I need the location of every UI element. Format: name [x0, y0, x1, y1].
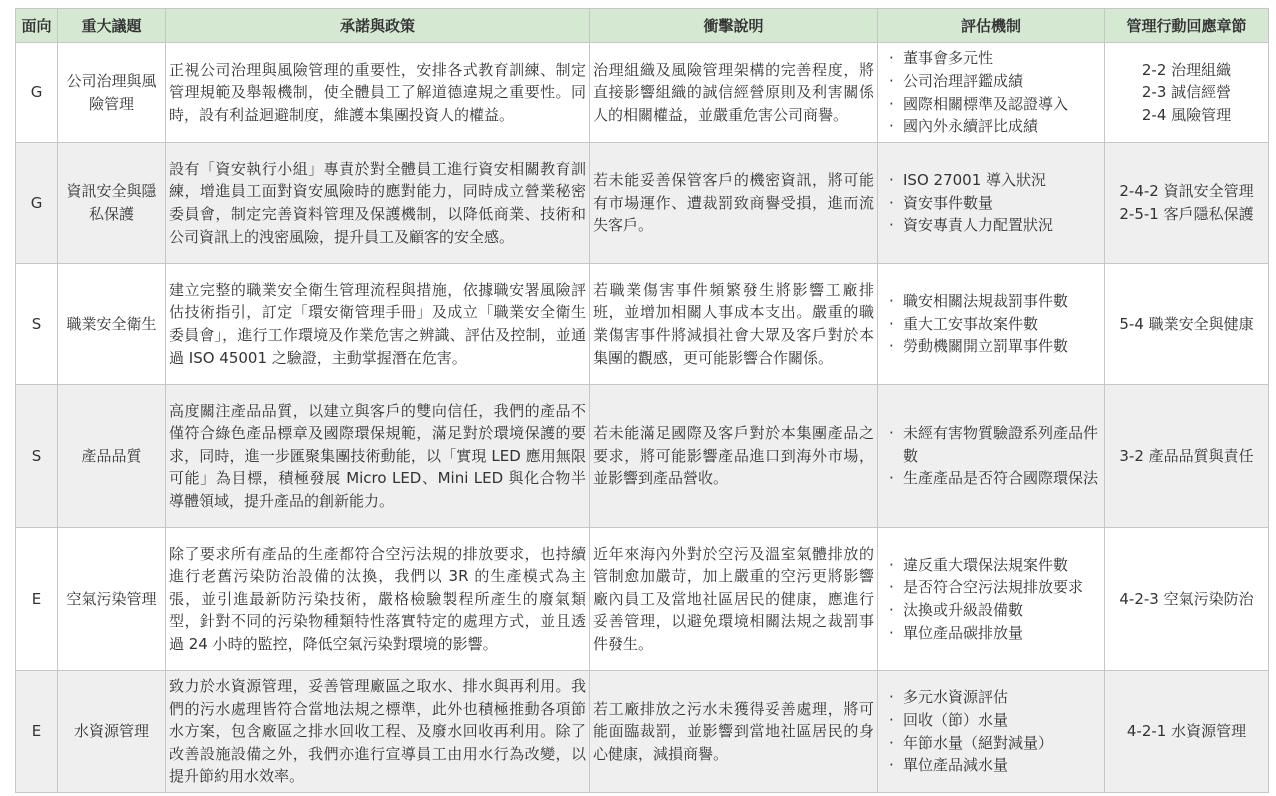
impact-cell: 若工廠排放之污水未獲得妥善處理，將可能面臨裁罰，並影響到當地社區居民的身心健康，減損商譽。	[590, 671, 878, 793]
chapter-ref: 3-2 產品品質與責任	[1119, 446, 1254, 465]
topic-cell: 資訊安全與隱私保護	[58, 143, 166, 264]
header-topic: 重大議題	[58, 9, 166, 43]
mechanism-item: · 公司治理評鑑成績	[889, 70, 1101, 93]
mechanism-item: · 職安相關法規裁罰事件數	[889, 290, 1101, 313]
commitment-cell: 致力於水資源管理，妥善管理廠區之取水、排水與再利用。我們的污水處理皆符合當地法規之標準，此外也積極推動各項節水方案，包含廠區之排水回收工程、及廢水回收再利用。除了改善設施設備之外，我們亦進行宣導員工由用水行為改變，以提升節約用水效率。	[166, 671, 590, 793]
facet-cell: E	[16, 671, 58, 793]
mechanism-item: · ISO 27001 導入狀況	[889, 169, 1101, 192]
chapter-cell	[1105, 264, 1269, 385]
chapter-cell	[1105, 671, 1269, 793]
facet-cell: S	[16, 264, 58, 385]
chapter-ref: 2-4-2 資訊安全管理	[1119, 182, 1254, 201]
chapter-ref: 5-4 職業安全與健康	[1119, 314, 1254, 333]
topic-cell: 產品品質	[58, 385, 166, 528]
header-mechanism: 評估機制	[878, 9, 1105, 43]
table-row	[16, 264, 1269, 385]
chapter-ref: 2-5-1 客戶隱私保護	[1119, 205, 1254, 223]
table-row	[16, 385, 1269, 528]
chapter-cell	[1105, 385, 1269, 528]
impact-cell: 若未能妥善保管客戶的機密資訊，將可能有市場運作、遭裁罰致商譽受損，進而流失客戶。	[590, 143, 878, 264]
mechanism-item: · 年節水量（絕對減量）	[889, 732, 1101, 755]
mechanism-cell	[878, 385, 1105, 528]
facet-cell: E	[16, 528, 58, 671]
mechanism-item: · 國內外永續評比成績	[889, 115, 1101, 138]
mechanism-item: · 生產產品是否符合國際環保法	[889, 467, 1101, 490]
mechanism-cell	[878, 264, 1105, 385]
chapter-ref: 2-3 誠信經營	[1141, 83, 1232, 102]
mechanism-item: · 重大工安事故案件數	[889, 313, 1101, 336]
table-row	[16, 671, 1269, 793]
mechanism-item: · 董事會多元性	[889, 47, 1101, 70]
topic-cell: 職業安全衛生	[58, 264, 166, 385]
mechanism-cell	[878, 43, 1105, 143]
topic-cell: 空氣污染管理	[58, 528, 166, 671]
chapter-cell	[1105, 143, 1269, 264]
header-chapter: 管理行動回應章節	[1105, 9, 1269, 43]
facet-cell: S	[16, 385, 58, 528]
commitment-cell: 正視公司治理與風險管理的重要性，安排各式教育訓練、制定管理規範及舉報機制，使全體員工了解道德違規之重要性。同時，設有利益迴避制度，維護本集團投資人的權益。	[166, 43, 590, 143]
commitment-cell: 除了要求所有產品的生產都符合空污法規的排放要求，也持續進行老舊污染防治設備的汰換，我們以 3R 的生產模式為主張，並引進最新防污染技術，嚴格檢驗製程所產生的廢氣類型，針對不同的污染物種類特性落實特定的處理方式，並且透過 24 小時的監控，降低空氣污染對環境的影響。	[166, 528, 590, 671]
mechanism-cell	[878, 143, 1105, 264]
commitment-cell: 設有「資安執行小組」專責於對全體員工進行資安相關教育訓練，增進員工面對資安風險時的應對能力，同時成立營業秘密委員會，制定完善資料管理及保護機制，以降低商業、技術和公司資訊上的洩密風險，提升員工及顧客的安全感。	[166, 143, 590, 264]
mechanism-item: · 單位產品減水量	[889, 754, 1101, 777]
commitment-cell: 建立完整的職業安全衛生管理流程與措施，依據職安署風險評估技術指引，訂定「環安衛管理手冊」及成立「職業安全衛生委員會」，進行工作環境及作業危害之辨識、評估及控制，並通過 ISO 45001 之驗證，主動掌握潛在危害。	[166, 264, 590, 385]
material-issues-table	[15, 8, 1269, 793]
header-facet: 面向	[16, 9, 58, 43]
header-impact: 衝擊說明	[590, 9, 878, 43]
mechanism-item: · 多元水資源評估	[889, 686, 1101, 709]
table-row	[16, 43, 1269, 143]
facet-cell: G	[16, 43, 58, 143]
chapter-cell	[1105, 43, 1269, 143]
chapter-ref: 2-4 風險管理	[1141, 105, 1232, 124]
mechanism-item: · 資安專責人力配置狀況	[889, 214, 1101, 237]
table-header-row	[16, 9, 1269, 43]
mechanism-item: · 違反重大環保法規案件數	[889, 554, 1101, 577]
table-row	[16, 528, 1269, 671]
mechanism-item: · 汰換或升級設備數	[889, 599, 1101, 622]
impact-cell: 治理組織及風險管理架構的完善程度，將直接影響組織的誠信經營原則及利害關係人的相關權益，並嚴重危害公司商譽。	[590, 43, 878, 143]
mechanism-item: · 資安事件數量	[889, 192, 1101, 215]
commitment-cell: 高度關注產品品質，以建立與客戶的雙向信任，我們的產品不僅符合綠色產品標章及國際環保規範，滿足對於環境保護的要求，同時，進一步匯聚集團技術動能，以「實現 LED 應用無限可能」為目標，積極發展 Micro LED、Mini LED 與化合物半導體領域，提升產品的創新能力。	[166, 385, 590, 528]
chapter-ref: 2-2 治理組織	[1141, 60, 1232, 79]
impact-cell: 若職業傷害事件頻繁發生將影響工廠排班，並增加相關人事成本支出。嚴重的職業傷害事件將減損社會大眾及客戶對於本集團的觀感，更可能影響合作關係。	[590, 264, 878, 385]
mechanism-item: · 回收（節）水量	[889, 709, 1101, 732]
impact-cell: 近年來海內外對於空污及溫室氣體排放的管制愈加嚴苛，加上嚴重的空污更將影響廠內員工及當地社區居民的健康，應進行妥善管理，以避免環境相關法規之裁罰事件發生。	[590, 528, 878, 671]
mechanism-item: · 勞動機關開立罰單事件數	[889, 335, 1101, 358]
impact-cell: 若未能滿足國際及客戶對於本集團產品之要求，將可能影響產品進口到海外市場，並影響到產品營收。	[590, 385, 878, 528]
table-row	[16, 143, 1269, 264]
mechanism-item: · 單位產品碳排放量	[889, 622, 1101, 645]
header-commitment: 承諾與政策	[166, 9, 590, 43]
mechanism-item: · 未經有害物質驗證系列產品件數	[889, 422, 1101, 467]
topic-cell: 水資源管理	[58, 671, 166, 793]
chapter-cell	[1105, 528, 1269, 671]
mechanism-item: · 國際相關標準及認證導入	[889, 93, 1101, 116]
facet-cell: G	[16, 143, 58, 264]
mechanism-item: · 是否符合空污法規排放要求	[889, 576, 1101, 599]
topic-cell: 公司治理與風險管理	[58, 43, 166, 143]
chapter-ref: 4-2-1 水資源管理	[1126, 722, 1247, 741]
mechanism-cell	[878, 528, 1105, 671]
chapter-ref: 4-2-3 空氣污染防治	[1119, 589, 1254, 608]
mechanism-cell	[878, 671, 1105, 793]
